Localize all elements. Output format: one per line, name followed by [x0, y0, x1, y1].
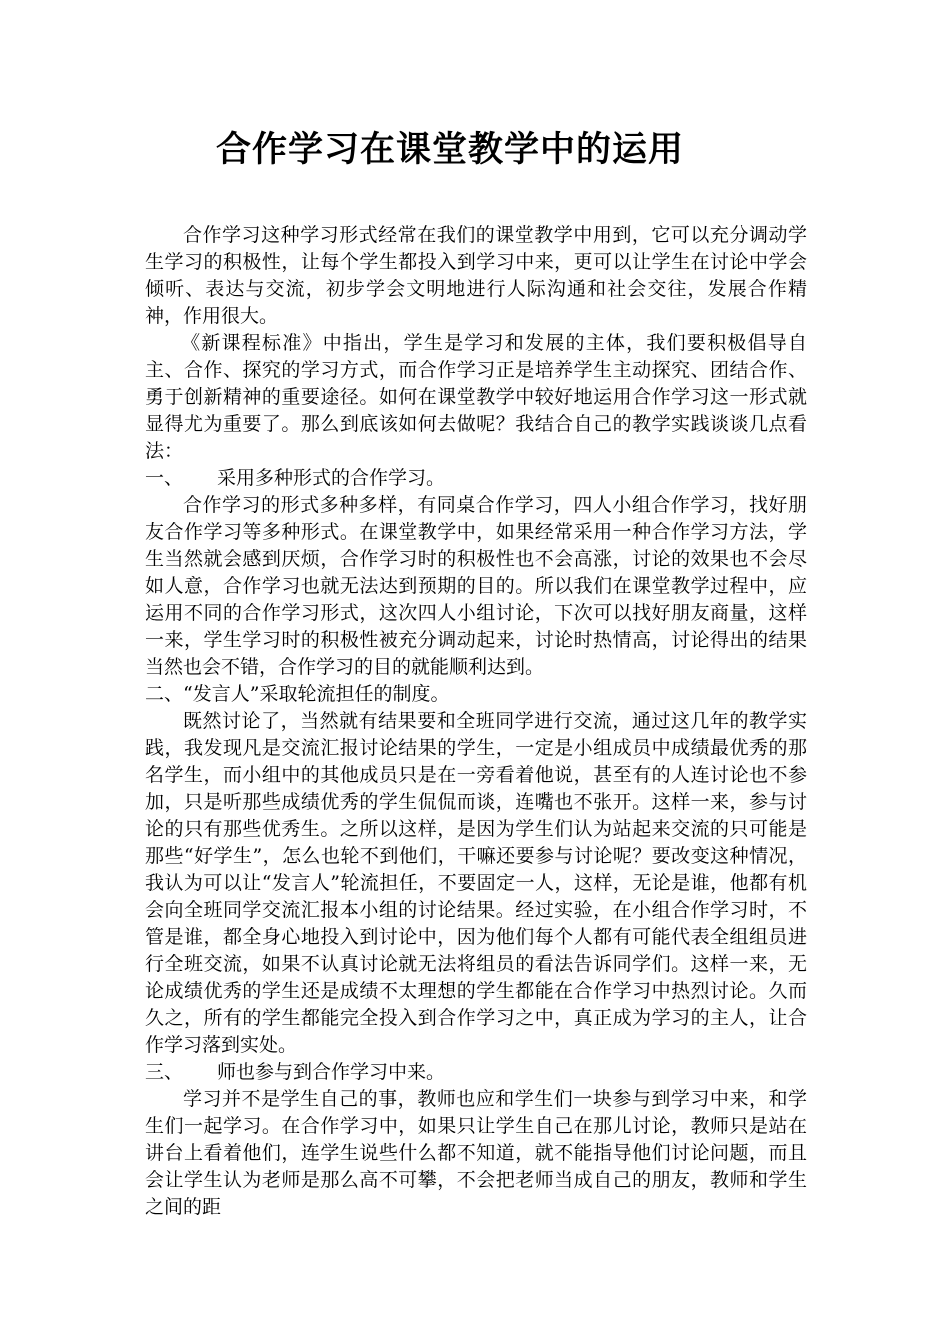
section-heading-text-3: 师也参与到合作学习中来。 — [217, 1061, 446, 1083]
section-heading-text-1: 采用多种形式的合作学习。 — [217, 467, 446, 489]
section-body-2: 既然讨论了，当然就有结果要和全班同学进行交流，通过这几年的教学实践，我发现凡是交流汇报讨论结果的学生，一定是小组成员中成绩最优秀的那名学生，而小组中的其他成员只是在一旁看着他说，甚至有的人连讨论也不参加，只是听那些成绩优秀的学生侃侃而谈，连嘴也不张开。这样一来，参与讨论的只有那些优秀生。之所以这样，是因为学生们认为站起来交流的只可能是那些“好学生”，怎么也轮不到他们，干嘛还要参与讨论呢？要改变这种情况，我认为可以让“发言人”轮流担任，不要固定一人，这样，无论是谁，他都有机会向全班同学交流汇报本小组的讨论结果。经过实验，在小组合作学习时，不管是谁，都全身心地投入到讨论中，因为他们每个人都有可能代表全组组员进行全班交流，如果不认真讨论就无法将组员的看法告诉同学们。这样一来，无论成绩优秀的学生还是成绩不太理想的学生都能在合作学习中热烈讨论。久而久之，所有的学生都能完全投入到合作学习之中，真正成为学习的主人，让合作学习落到实处。 — [145, 710, 807, 1056]
intro-paragraph-1: 合作学习这种学习形式经常在我们的课堂教学中用到，它可以充分调动学生学习的积极性，让每个学生都投入到学习中来，更可以让学生在讨论中学会倾听、表达与交流，初步学会文明地进行人际沟通和社会交往，发展合作精神，作用很大。 — [145, 224, 807, 327]
section-number-2: 二、 — [145, 683, 184, 705]
section-number-1: 一、 — [145, 467, 184, 489]
section-number-3: 三、 — [145, 1061, 184, 1083]
document-body — [145, 222, 807, 1221]
section-heading-2 — [145, 681, 807, 708]
section-heading-text-2: “发言人”采取轮流担任的制度。 — [183, 683, 450, 705]
section-heading-1 — [145, 465, 807, 492]
section-body-3: 学习并不是学生自己的事，教师也应和学生们一块参与到学习中来，和学生们一起学习。在合作学习中，如果只让学生自己在那儿讨论，教师只是站在讲台上看着他们，连学生说些什么都不知道，就不能指导他们讨论问题，而且会让学生认为老师是那么高不可攀，不会把老师当成自己的朋友，教师和学生之间的距 — [145, 1088, 807, 1218]
section-heading-3 — [145, 1059, 807, 1086]
document-title: 合作学习在课堂教学中的运用 — [215, 129, 684, 170]
section-body-1: 合作学习的形式多种多样，有同桌合作学习，四人小组合作学习，找好朋友合作学习等多种形式。在课堂教学中，如果经常采用一种合作学习方法，学生当然就会感到厌烦，合作学习时的积极性也不会高涨，讨论的效果也不会尽如人意，合作学习也就无法达到预期的目的。所以我们在课堂教学过程中，应运用不同的合作学习形式，这次四人小组讨论，下次可以找好朋友商量，这样一来，学生学习时的积极性被充分调动起来，讨论时热情高，讨论得出的结果当然也会不错，合作学习的目的就能顺利达到。 — [145, 494, 807, 678]
intro-paragraph-2: 《新课程标准》中指出，学生是学习和发展的主体，我们要积极倡导自主、合作、探究的学习方式，而合作学习正是培养学生主动探究、团结合作、勇于创新精神的重要途径。如何在课堂教学中较好地运用合作学习这一形式就显得尤为重要了。那么到底该如何去做呢？我结合自己的教学实践谈谈几点看法： — [145, 332, 807, 462]
